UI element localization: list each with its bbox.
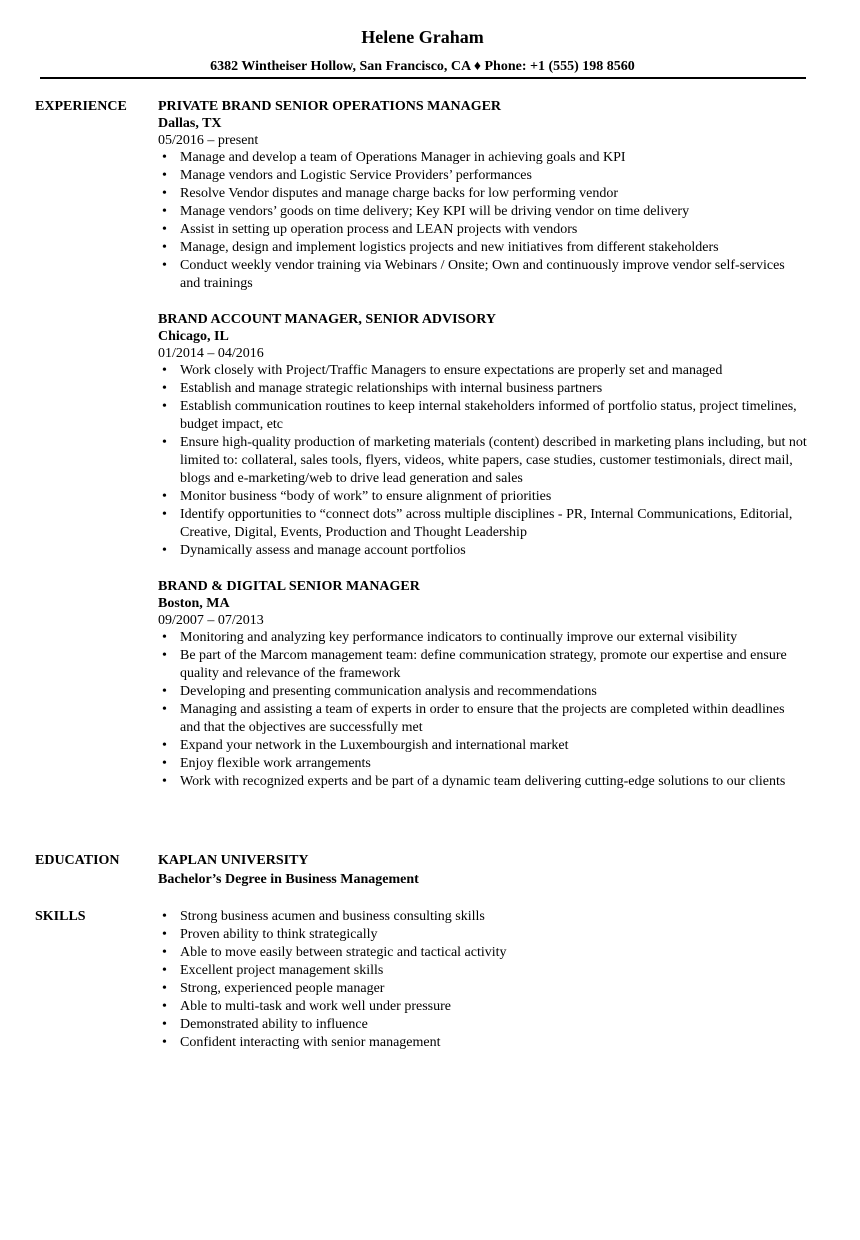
list-item-text: Establish communication routines to keep internal stakeholders informed of portfolio status, project timelines, budget impact, etc — [180, 399, 797, 432]
skills-list-container — [158, 908, 808, 1052]
list-item — [158, 755, 808, 773]
experience-list — [158, 98, 808, 809]
list-item — [158, 167, 808, 185]
bullet-icon: • — [162, 507, 167, 522]
list-item-text: Able to multi-task and work well under pressure — [180, 999, 451, 1014]
section-label-education: EDUCATION — [35, 853, 120, 868]
list-item-text: Excellent project management skills — [180, 963, 384, 978]
list-item — [158, 683, 808, 701]
bullet-icon: • — [162, 543, 167, 558]
list-item-text: Dynamically assess and manage account portfolios — [180, 543, 466, 558]
job-entry — [158, 98, 808, 293]
bullet-icon: • — [162, 702, 167, 717]
job-bullets — [158, 362, 808, 560]
job-entry — [158, 311, 808, 560]
bullet-icon: • — [162, 684, 167, 699]
list-item-text: Manage and develop a team of Operations Manager in achieving goals and KPI — [180, 150, 626, 165]
list-item — [158, 239, 808, 257]
bullet-icon: • — [162, 648, 167, 663]
bullet-icon: • — [162, 489, 167, 504]
list-item — [158, 1034, 808, 1052]
list-item-text: Monitoring and analyzing key performance indicators to continually improve our external visibility — [180, 630, 738, 645]
list-item-text: Manage vendors and Logistic Service Providers’ performances — [180, 168, 532, 183]
bullet-icon: • — [162, 150, 167, 165]
list-item — [158, 926, 808, 944]
list-item-text: Managing and assisting a team of experts in order to ensure that the projects are completed within deadlines and that the objectives are successfully met — [180, 702, 785, 735]
list-item-text: Able to move easily between strategic and tactical activity — [180, 945, 507, 960]
list-item-text: Manage, design and implement logistics projects and new initiatives from different stakeholders — [180, 240, 719, 255]
bullet-icon: • — [162, 945, 167, 960]
bullet-icon: • — [162, 909, 167, 924]
section-label-skills: SKILLS — [35, 909, 86, 924]
bullet-icon: • — [162, 399, 167, 414]
education-entry — [158, 852, 808, 890]
job-dates: 05/2016 – present — [158, 133, 259, 148]
list-item-text: Conduct weekly vendor training via Webinars / Onsite; Own and continuously improve vendor self-services and trainings — [180, 258, 785, 291]
bullet-icon: • — [162, 240, 167, 255]
list-item — [158, 434, 808, 488]
job-entry — [158, 578, 808, 791]
bullet-icon: • — [162, 630, 167, 645]
bullet-icon: • — [162, 204, 167, 219]
job-location: Dallas, TX — [158, 116, 222, 131]
list-item — [158, 629, 808, 647]
job-dates: 01/2014 – 04/2016 — [158, 346, 264, 361]
bullet-icon: • — [162, 738, 167, 753]
list-item — [158, 149, 808, 167]
list-item — [158, 380, 808, 398]
list-item-text: Work closely with Project/Traffic Managers to ensure expectations are properly set and managed — [180, 363, 723, 378]
list-item — [158, 257, 808, 293]
bullet-icon: • — [162, 981, 167, 996]
list-item — [158, 998, 808, 1016]
bullet-icon: • — [162, 186, 167, 201]
job-location: Chicago, IL — [158, 329, 229, 344]
list-item — [158, 962, 808, 980]
job-title: BRAND & DIGITAL SENIOR MANAGER — [158, 579, 420, 594]
bullet-icon: • — [162, 435, 167, 450]
bullet-icon: • — [162, 222, 167, 237]
list-item — [158, 542, 808, 560]
list-item — [158, 506, 808, 542]
skills-list — [158, 908, 808, 1052]
bullet-icon: • — [162, 1017, 167, 1032]
list-item — [158, 701, 808, 737]
bullet-icon: • — [162, 963, 167, 978]
list-item-text: Confident interacting with senior management — [180, 1035, 441, 1050]
contact-line: 6382 Wintheiser Hollow, San Francisco, CA ♦ Phone: +1 (555) 198 8560 — [210, 59, 635, 74]
section-label-experience: EXPERIENCE — [35, 99, 127, 114]
list-item-text: Identify opportunities to “connect dots” across multiple disciplines - PR, Internal Communications, Editorial, Creative, Digital, Events, Production and Thought Leadership — [180, 507, 793, 540]
bullet-icon: • — [162, 774, 167, 789]
degree-name: Bachelor’s Degree in Business Management — [158, 872, 419, 887]
job-bullets — [158, 629, 808, 791]
list-item — [158, 185, 808, 203]
bullet-icon: • — [162, 258, 167, 273]
job-bullets — [158, 149, 808, 293]
list-item — [158, 221, 808, 239]
header-divider — [40, 77, 806, 79]
list-item — [158, 944, 808, 962]
bullet-icon: • — [162, 168, 167, 183]
list-item-text: Proven ability to think strategically — [180, 927, 378, 942]
job-location: Boston, MA — [158, 596, 230, 611]
list-item-text: Resolve Vendor disputes and manage charge backs for low performing vendor — [180, 186, 619, 201]
list-item-text: Be part of the Marcom management team: define communication strategy, promote our expertise and ensure quality and relevance of the framework — [180, 648, 787, 681]
list-item-text: Demonstrated ability to influence — [180, 1017, 368, 1032]
list-item-text: Ensure high-quality production of marketing materials (content) described in marketing plans including, but not limited to: collateral, sales tools, flyers, videos, white papers, case studies, customer testimonials, direct mail, blogs and e-marketing/web to drive lead generation and sales — [180, 435, 807, 486]
candidate-name: Helene Graham — [361, 27, 484, 47]
job-title: PRIVATE BRAND SENIOR OPERATIONS MANAGER — [158, 99, 502, 114]
list-item — [158, 1016, 808, 1034]
list-item — [158, 203, 808, 221]
list-item-text: Developing and presenting communication analysis and recommendations — [180, 684, 597, 699]
list-item-text: Establish and manage strategic relationships with internal business partners — [180, 381, 603, 396]
bullet-icon: • — [162, 927, 167, 942]
list-item-text: Assist in setting up operation process and LEAN projects with vendors — [180, 222, 578, 237]
list-item-text: Expand your network in the Luxembourgish and international market — [180, 738, 569, 753]
list-item — [158, 980, 808, 998]
list-item-text: Strong business acumen and business consulting skills — [180, 909, 485, 924]
list-item-text: Enjoy flexible work arrangements — [180, 756, 371, 771]
bullet-icon: • — [162, 363, 167, 378]
list-item — [158, 398, 808, 434]
list-item-text: Strong, experienced people manager — [180, 981, 385, 996]
list-item — [158, 647, 808, 683]
bullet-icon: • — [162, 1035, 167, 1050]
list-item-text: Monitor business “body of work” to ensure alignment of priorities — [180, 489, 552, 504]
list-item — [158, 488, 808, 506]
job-dates: 09/2007 – 07/2013 — [158, 613, 264, 628]
list-item-text: Manage vendors’ goods on time delivery; Key KPI will be driving vendor on time delivery — [180, 204, 690, 219]
school-name: KAPLAN UNIVERSITY — [158, 853, 309, 868]
list-item-text: Work with recognized experts and be part of a dynamic team delivering cutting-edge solutions to our clients — [180, 774, 786, 789]
bullet-icon: • — [162, 756, 167, 771]
list-item — [158, 362, 808, 380]
list-item — [158, 773, 808, 791]
bullet-icon: • — [162, 999, 167, 1014]
bullet-icon: • — [162, 381, 167, 396]
list-item — [158, 908, 808, 926]
job-title: BRAND ACCOUNT MANAGER, SENIOR ADVISORY — [158, 312, 497, 327]
list-item — [158, 737, 808, 755]
